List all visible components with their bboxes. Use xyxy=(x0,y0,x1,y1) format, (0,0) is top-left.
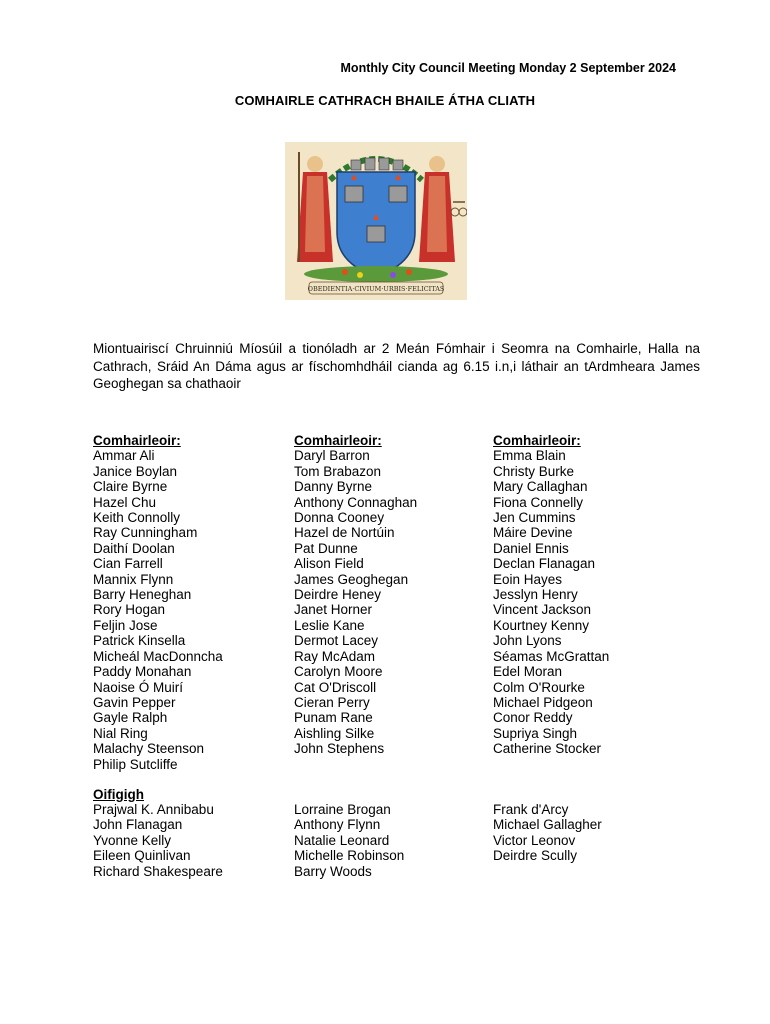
member-name: Cieran Perry xyxy=(294,694,370,710)
councillors-col-3 xyxy=(493,433,609,757)
member-name: Supriya Singh xyxy=(493,725,578,741)
member-name: Gavin Pepper xyxy=(93,694,176,710)
member-name: Dermot Lacey xyxy=(294,633,379,649)
member-name: Cat O'Driscoll xyxy=(294,679,377,695)
member-name: Máire Devine xyxy=(493,525,573,541)
member-name: Claire Byrne xyxy=(93,479,168,495)
member-name: Michael Gallagher xyxy=(493,817,602,833)
council-title: COMHAIRLE CATHRACH BHAILE ÁTHA CLIATH xyxy=(234,93,536,108)
member-name: Janet Horner xyxy=(294,602,373,618)
member-name: Micheál MacDonncha xyxy=(93,648,223,664)
member-name: Vincent Jackson xyxy=(493,602,592,618)
member-name: Jen Cummins xyxy=(493,510,576,526)
member-name: Deirdre Heney xyxy=(294,587,382,603)
member-name: Daithí Doolan xyxy=(93,540,175,556)
member-name: Colm O'Rourke xyxy=(493,679,585,695)
member-name: Donna Cooney xyxy=(294,510,385,526)
member-name: Philip Sutcliffe xyxy=(93,756,178,772)
member-name: Eileen Quinlivan xyxy=(93,848,191,864)
member-name: James Geoghegan xyxy=(294,571,409,587)
member-name: Séamas McGrattan xyxy=(493,648,610,664)
member-name: Hazel de Nortúin xyxy=(294,525,395,541)
member-name: Aishling Silke xyxy=(294,725,375,741)
meeting-date-line: Monthly City Council Meeting Monday 2 September 2024 xyxy=(340,61,676,75)
member-name: Natalie Leonard xyxy=(294,832,390,848)
dublin-coat-of-arms-icon xyxy=(285,142,467,300)
member-name: Mary Callaghan xyxy=(493,479,588,495)
member-name: Carolyn Moore xyxy=(294,664,383,680)
member-name: Keith Connolly xyxy=(93,510,181,526)
member-name: Hazel Chu xyxy=(93,494,157,510)
member-name: Malachy Steenson xyxy=(93,741,205,757)
member-name: Richard Shakespeare xyxy=(93,863,223,879)
member-name: Jesslyn Henry xyxy=(493,587,578,603)
intro-paragraph: Miontuairiscí Chruinniú Míosúil a tionóladh ar 2 Meán Fómhair i Seomra na Comhairle, Halla na Cathrach, Sráid An Dáma agus ar físchomhdháil cianda ag 6.15 i.n,i láthair an tArdmheara James Geoghegan sa chathaoir xyxy=(93,341,700,391)
member-name: Conor Reddy xyxy=(493,710,573,726)
member-name: Christy Burke xyxy=(493,463,575,479)
councillors-heading: Comhairleoir: xyxy=(294,433,382,448)
member-name: Michelle Robinson xyxy=(294,848,405,864)
member-name: Paddy Monahan xyxy=(93,664,192,680)
member-name: Daniel Ennis xyxy=(493,540,569,556)
councillors-col-2 xyxy=(294,433,417,757)
member-name: Anthony Flynn xyxy=(294,817,381,833)
motto-scroll: OBEDIENTIA·CIVIUM·URBIS·FELICITAS xyxy=(307,285,445,293)
member-name: Eoin Hayes xyxy=(493,571,563,587)
member-name: Catherine Stocker xyxy=(493,741,602,757)
member-name: Prajwal K. Annibabu xyxy=(93,802,214,817)
officials-col-2 xyxy=(294,802,404,879)
member-name: Nial Ring xyxy=(93,725,148,741)
member-name: Alison Field xyxy=(294,556,364,572)
member-name: Pat Dunne xyxy=(294,540,358,556)
member-name: Punam Rane xyxy=(294,710,373,726)
member-name: John Stephens xyxy=(294,741,385,757)
councillors-heading: Comhairleoir: xyxy=(93,433,181,448)
member-name: Ray Cunningham xyxy=(93,525,198,541)
member-name: Naoise Ó Muirí xyxy=(93,679,184,695)
officials-col-3 xyxy=(493,802,602,864)
member-name: Emma Blain xyxy=(493,448,566,464)
member-name: Feljin Jose xyxy=(93,617,158,633)
member-name: Rory Hogan xyxy=(93,602,166,618)
member-name: Edel Moran xyxy=(493,664,563,680)
member-name: Gayle Ralph xyxy=(93,710,168,726)
member-name: Daryl Barron xyxy=(294,448,370,464)
officials-heading: Oifigigh xyxy=(93,787,144,802)
member-name: Ray McAdam xyxy=(294,648,376,664)
member-name: Lorraine Brogan xyxy=(294,802,391,817)
member-name: Frank d'Arcy xyxy=(493,802,569,817)
member-name: Deirdre Scully xyxy=(493,848,578,864)
member-name: Yvonne Kelly xyxy=(93,832,172,848)
member-name: Ammar Ali xyxy=(93,448,155,464)
member-name: Mannix Flynn xyxy=(93,571,174,587)
member-name: John Flanagan xyxy=(93,817,183,833)
member-name: Declan Flanagan xyxy=(493,556,596,572)
member-name: Janice Boylan xyxy=(93,463,178,479)
officials-col-1 xyxy=(93,802,223,879)
member-name: Michael Pidgeon xyxy=(493,694,593,710)
member-name: Barry Heneghan xyxy=(93,587,192,603)
member-name: Anthony Connaghan xyxy=(294,494,418,510)
member-name: Cian Farrell xyxy=(93,556,163,572)
member-name: Fiona Connelly xyxy=(493,494,584,510)
councillors-heading: Comhairleoir: xyxy=(493,433,581,448)
member-name: John Lyons xyxy=(493,633,562,649)
member-name: Danny Byrne xyxy=(294,479,373,495)
member-name: Patrick Kinsella xyxy=(93,633,186,649)
member-name: Tom Brabazon xyxy=(294,463,382,479)
member-name: Victor Leonov xyxy=(493,832,576,848)
councillors-col-1 xyxy=(93,433,223,772)
member-name: Barry Woods xyxy=(294,863,372,879)
member-name: Kourtney Kenny xyxy=(493,617,590,633)
member-name: Leslie Kane xyxy=(294,617,365,633)
